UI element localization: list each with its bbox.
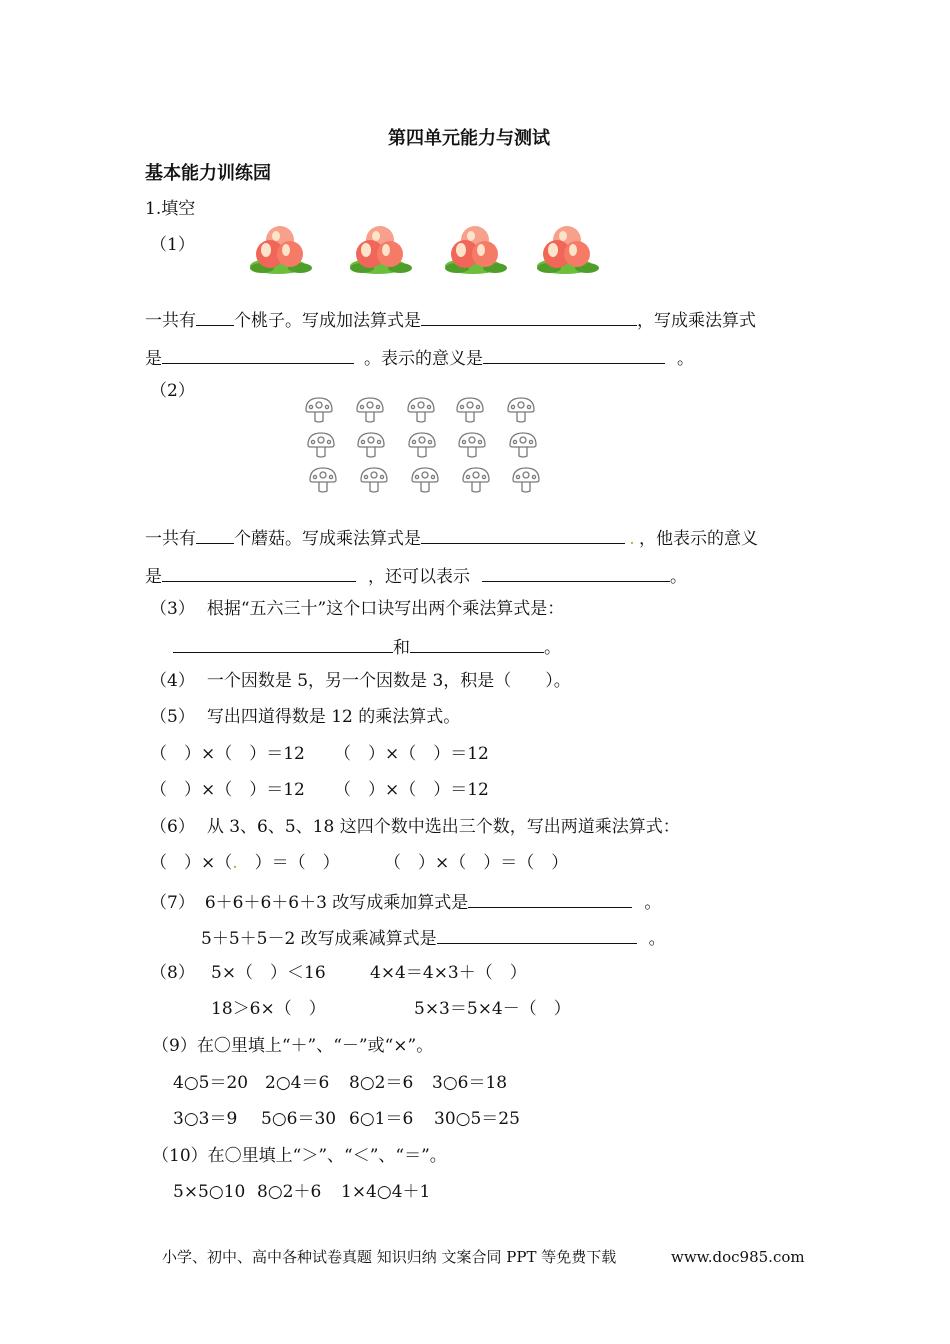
- text: 一共有: [145, 311, 196, 331]
- mushroom-icon: [306, 398, 332, 422]
- item-7-a: [150, 889, 661, 914]
- blank-meaning[interactable]: [162, 563, 356, 582]
- text: 个桃子。写成加法算式是: [234, 311, 421, 331]
- text: ，他表示的意义: [639, 529, 758, 549]
- text: 。: [670, 567, 687, 587]
- blank-addition[interactable]: [421, 307, 637, 326]
- item-3-answer: [173, 634, 561, 659]
- peach-images: [245, 214, 625, 280]
- text: 个蘑菇。写成乘法算式是: [234, 529, 421, 549]
- item-6-eq-2: （ ）×（ ）＝（ ）: [384, 853, 569, 873]
- item-8-eq: 5×3＝5×4－（ ）: [414, 999, 571, 1019]
- item-10-eq: 8○2＋6: [257, 1182, 322, 1202]
- text: 从 3、6、5、18 这四个数中选出三个数，写出两道乘法算式：: [206, 817, 680, 837]
- item-1-line-2: [145, 345, 694, 370]
- page-title: 第四单元能力与测试: [388, 128, 550, 149]
- text: 写出四道得数是 12 的乘法算式。: [206, 707, 461, 727]
- mushroom-icon: [308, 433, 334, 457]
- item-8-eq: 5×（ ）＜16: [211, 963, 326, 983]
- item-9-eq: 5○6＝30: [261, 1109, 337, 1129]
- peach-cluster-icon: [445, 226, 507, 274]
- mushroom-icon: [357, 398, 383, 422]
- item-number: （7）: [150, 893, 195, 913]
- item-6-eq-1: （ ）×（. ）＝（ ）: [150, 853, 340, 873]
- mushroom-icon: [513, 468, 539, 492]
- footer-text: 小学、初中、高中各种试卷真题 知识归纳 文案合同 PPT 等免费下载: [162, 1248, 617, 1266]
- item-10-eq: 5×5○10: [173, 1182, 246, 1202]
- text: 6＋6＋6＋6＋3 改写成乘加算式是: [204, 893, 469, 913]
- peach-cluster-icon: [537, 226, 599, 274]
- mushroom-icon: [508, 398, 534, 422]
- text: ，还可以表示: [368, 567, 470, 587]
- item-5-eq: （ ）×（ ）＝12: [334, 780, 489, 800]
- text: 。: [644, 893, 662, 913]
- item-1-number: （1）: [150, 235, 195, 255]
- item-8-eq: 18＞6×（ ）: [211, 999, 326, 1019]
- footer-url[interactable]: www.doc985.com: [671, 1248, 805, 1266]
- blank-multiplication[interactable]: [162, 345, 354, 364]
- item-5-eq: （ ）×（ ）＝12: [150, 744, 305, 764]
- item-9-eq: 3○3＝9: [173, 1109, 238, 1129]
- item-2-number: （2）: [150, 381, 195, 401]
- text: 和: [393, 638, 410, 658]
- item-3: [150, 598, 564, 620]
- text: 。: [677, 349, 694, 369]
- mushroom-icon: [361, 468, 387, 492]
- mushroom-icon: [457, 398, 483, 422]
- mushroom-icon: [412, 468, 438, 492]
- text: （ ）×（: [150, 853, 233, 873]
- blank-also-means[interactable]: [482, 563, 670, 582]
- item-10-eq: 1×4○4＋1: [341, 1182, 431, 1202]
- item-9-eq: 2○4＝6: [265, 1073, 330, 1093]
- mushroom-grid: [298, 394, 548, 498]
- blank-count[interactable]: [196, 307, 234, 326]
- mushroom-icon: [463, 468, 489, 492]
- section-heading: 基本能力训练园: [145, 163, 271, 184]
- item-5-eq: （ ）×（ ）＝12: [334, 744, 489, 764]
- item-number: （4）: [150, 671, 195, 691]
- blank-equation-2[interactable]: [410, 634, 544, 653]
- item-1-line-1: [145, 307, 756, 332]
- item-9-eq: 6○1＝6: [349, 1109, 414, 1129]
- text: 一个因数是 5，另一个因数是 3，积是（ ）。: [206, 671, 571, 691]
- text: 根据“五六三十”这个口诀写出两个乘法算式是：: [206, 599, 565, 619]
- mushroom-icon: [408, 398, 434, 422]
- blank-meaning[interactable]: [483, 345, 665, 364]
- mushroom-icon: [310, 468, 336, 492]
- blank-multiply-add[interactable]: [468, 889, 632, 908]
- item-4: [150, 670, 571, 692]
- text: 一共有: [145, 529, 196, 549]
- text: 。: [544, 638, 561, 658]
- text: 。表示的意义是: [364, 349, 483, 369]
- peach-cluster-icon: [350, 226, 412, 274]
- item-number: （6）: [150, 817, 195, 837]
- text: ，写成乘法算式: [637, 311, 756, 331]
- blank-multiplication[interactable]: [421, 525, 625, 544]
- mushroom-icon: [358, 433, 384, 457]
- blank-equation-1[interactable]: [173, 634, 393, 653]
- mushroom-icon: [459, 433, 485, 457]
- item-9-eq: 3○6＝18: [432, 1073, 508, 1093]
- text: 5＋5＋5－2 改写成乘减算式是: [201, 929, 437, 949]
- item-7-b: [201, 925, 666, 950]
- item-6: [150, 816, 680, 838]
- item-8-eq: 4×4＝4×3＋（ ）: [370, 963, 527, 983]
- text: 是: [145, 567, 162, 587]
- item-9-eq: 4○5＝20: [173, 1073, 249, 1093]
- item-5: [150, 706, 460, 728]
- text: 。: [648, 929, 666, 949]
- item-number: （5）: [150, 707, 195, 727]
- item-9: （9）在〇里填上“＋”、“－”或“×”。: [152, 1036, 434, 1056]
- question-1-heading: 1.填空: [145, 199, 196, 219]
- item-9-eq: 8○2＝6: [349, 1073, 414, 1093]
- item-9-eq: 30○5＝25: [434, 1109, 520, 1129]
- blank-multiply-subtract[interactable]: [437, 925, 637, 944]
- text: ）＝（ ）: [237, 853, 340, 873]
- item-8-number: （8）: [150, 963, 195, 983]
- blank-count[interactable]: [196, 525, 234, 544]
- item-2-line-2: [145, 563, 687, 588]
- peach-cluster-icon: [250, 226, 312, 274]
- text: 是: [145, 349, 162, 369]
- mushroom-icon: [510, 433, 536, 457]
- item-5-eq: （ ）×（ ）＝12: [150, 780, 305, 800]
- item-2-line-1: 一共有 个蘑菇。写成乘法算式是 . ，他表示的意义: [145, 525, 758, 550]
- item-number: （3）: [150, 599, 195, 619]
- mushroom-icon: [409, 433, 435, 457]
- item-10: （10）在〇里填上“＞”、“＜”、“＝”。: [152, 1146, 447, 1166]
